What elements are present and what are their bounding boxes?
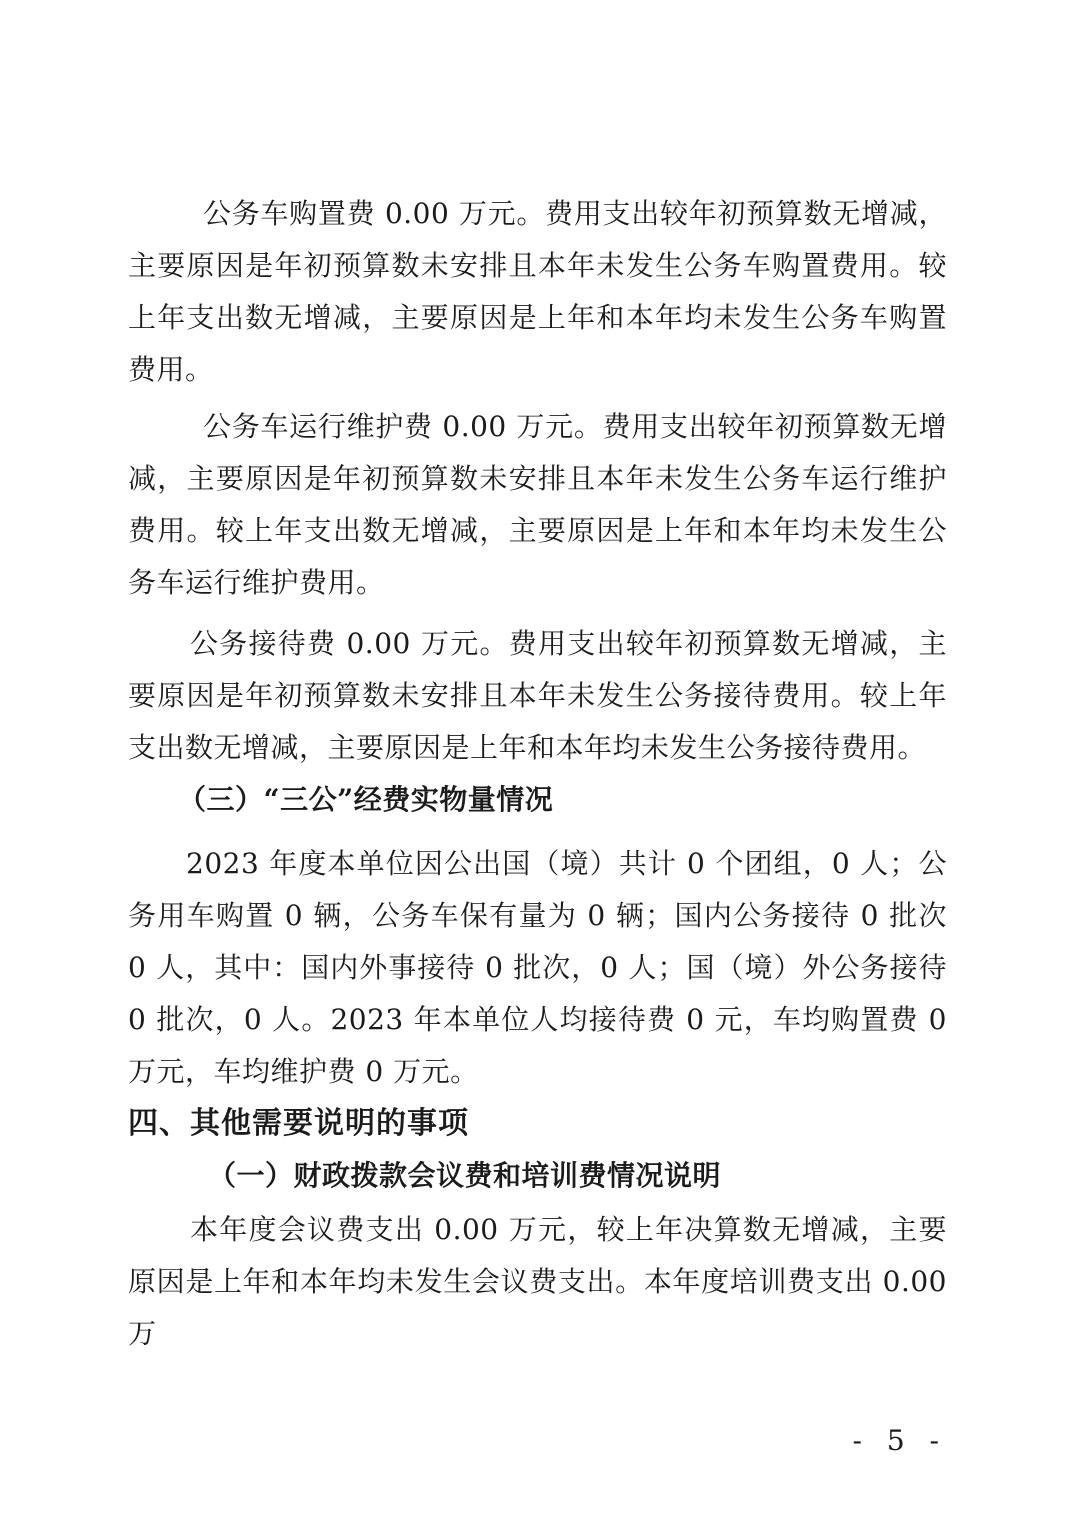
paragraph-official-reception-fee: 公务接待费 0.00 万元。费用支出较年初预算数无增减，主要原因是年初预算数未安排且本年未发生公务接待费用。较上年支出数无增减，主要原因是上年和本年均未发生公务接待费用。 [128, 627, 947, 764]
paragraph-official-car-purchase-fee: 公务车购置费 0.00 万元。费用支出较年初预算数无增减，主要原因是年初预算数未安排且本年未发生公务车购置费用。较上年支出数无增减，主要原因是上年和本年均未发生公务车购置费用。 [128, 197, 947, 386]
heading-meeting-and-training-fee-note: （一）财政拨款会议费和培训费情况说明 [208, 1159, 722, 1192]
document-body [128, 188, 947, 1360]
page-number: - 5 - [852, 1424, 947, 1457]
paragraph-meeting-and-training-fee: 本年度会议费支出 0.00 万元，较上年决算数无增减，主要原因是上年和本年均未发生会议费支出。本年度培训费支出 0.00 万 [128, 1213, 947, 1350]
heading-other-matters: 四、其他需要说明的事项 [128, 1106, 469, 1141]
heading-three-public-funds-physical-quantity: （三）“三公”经费实物量情况 [178, 783, 554, 816]
paragraph-physical-quantity-details: 2023 年度本单位因公出国（境）共计 0 个团组，0 人；公务用车购置 0 辆，公务车保有量为 0 辆；国内公务接待 0 批次 0 人，其中：国内外事接待 0 批次，0 人；国（境）外公务接待 0 批次，0 人。2023 年本单位人均接待费 0 元，车均购置费 0 万元，车均维护费 0 万元。 [128, 847, 947, 1088]
paragraph-official-car-maintenance-fee: 公务车运行维护费 0.00 万元。费用支出较年初预算数无增减，主要原因是年初预算数未安排且本年未发生公务车运行维护费用。较上年支出数无增减，主要原因是上年和本年均未发生公务车运行维护费用。 [128, 410, 947, 599]
